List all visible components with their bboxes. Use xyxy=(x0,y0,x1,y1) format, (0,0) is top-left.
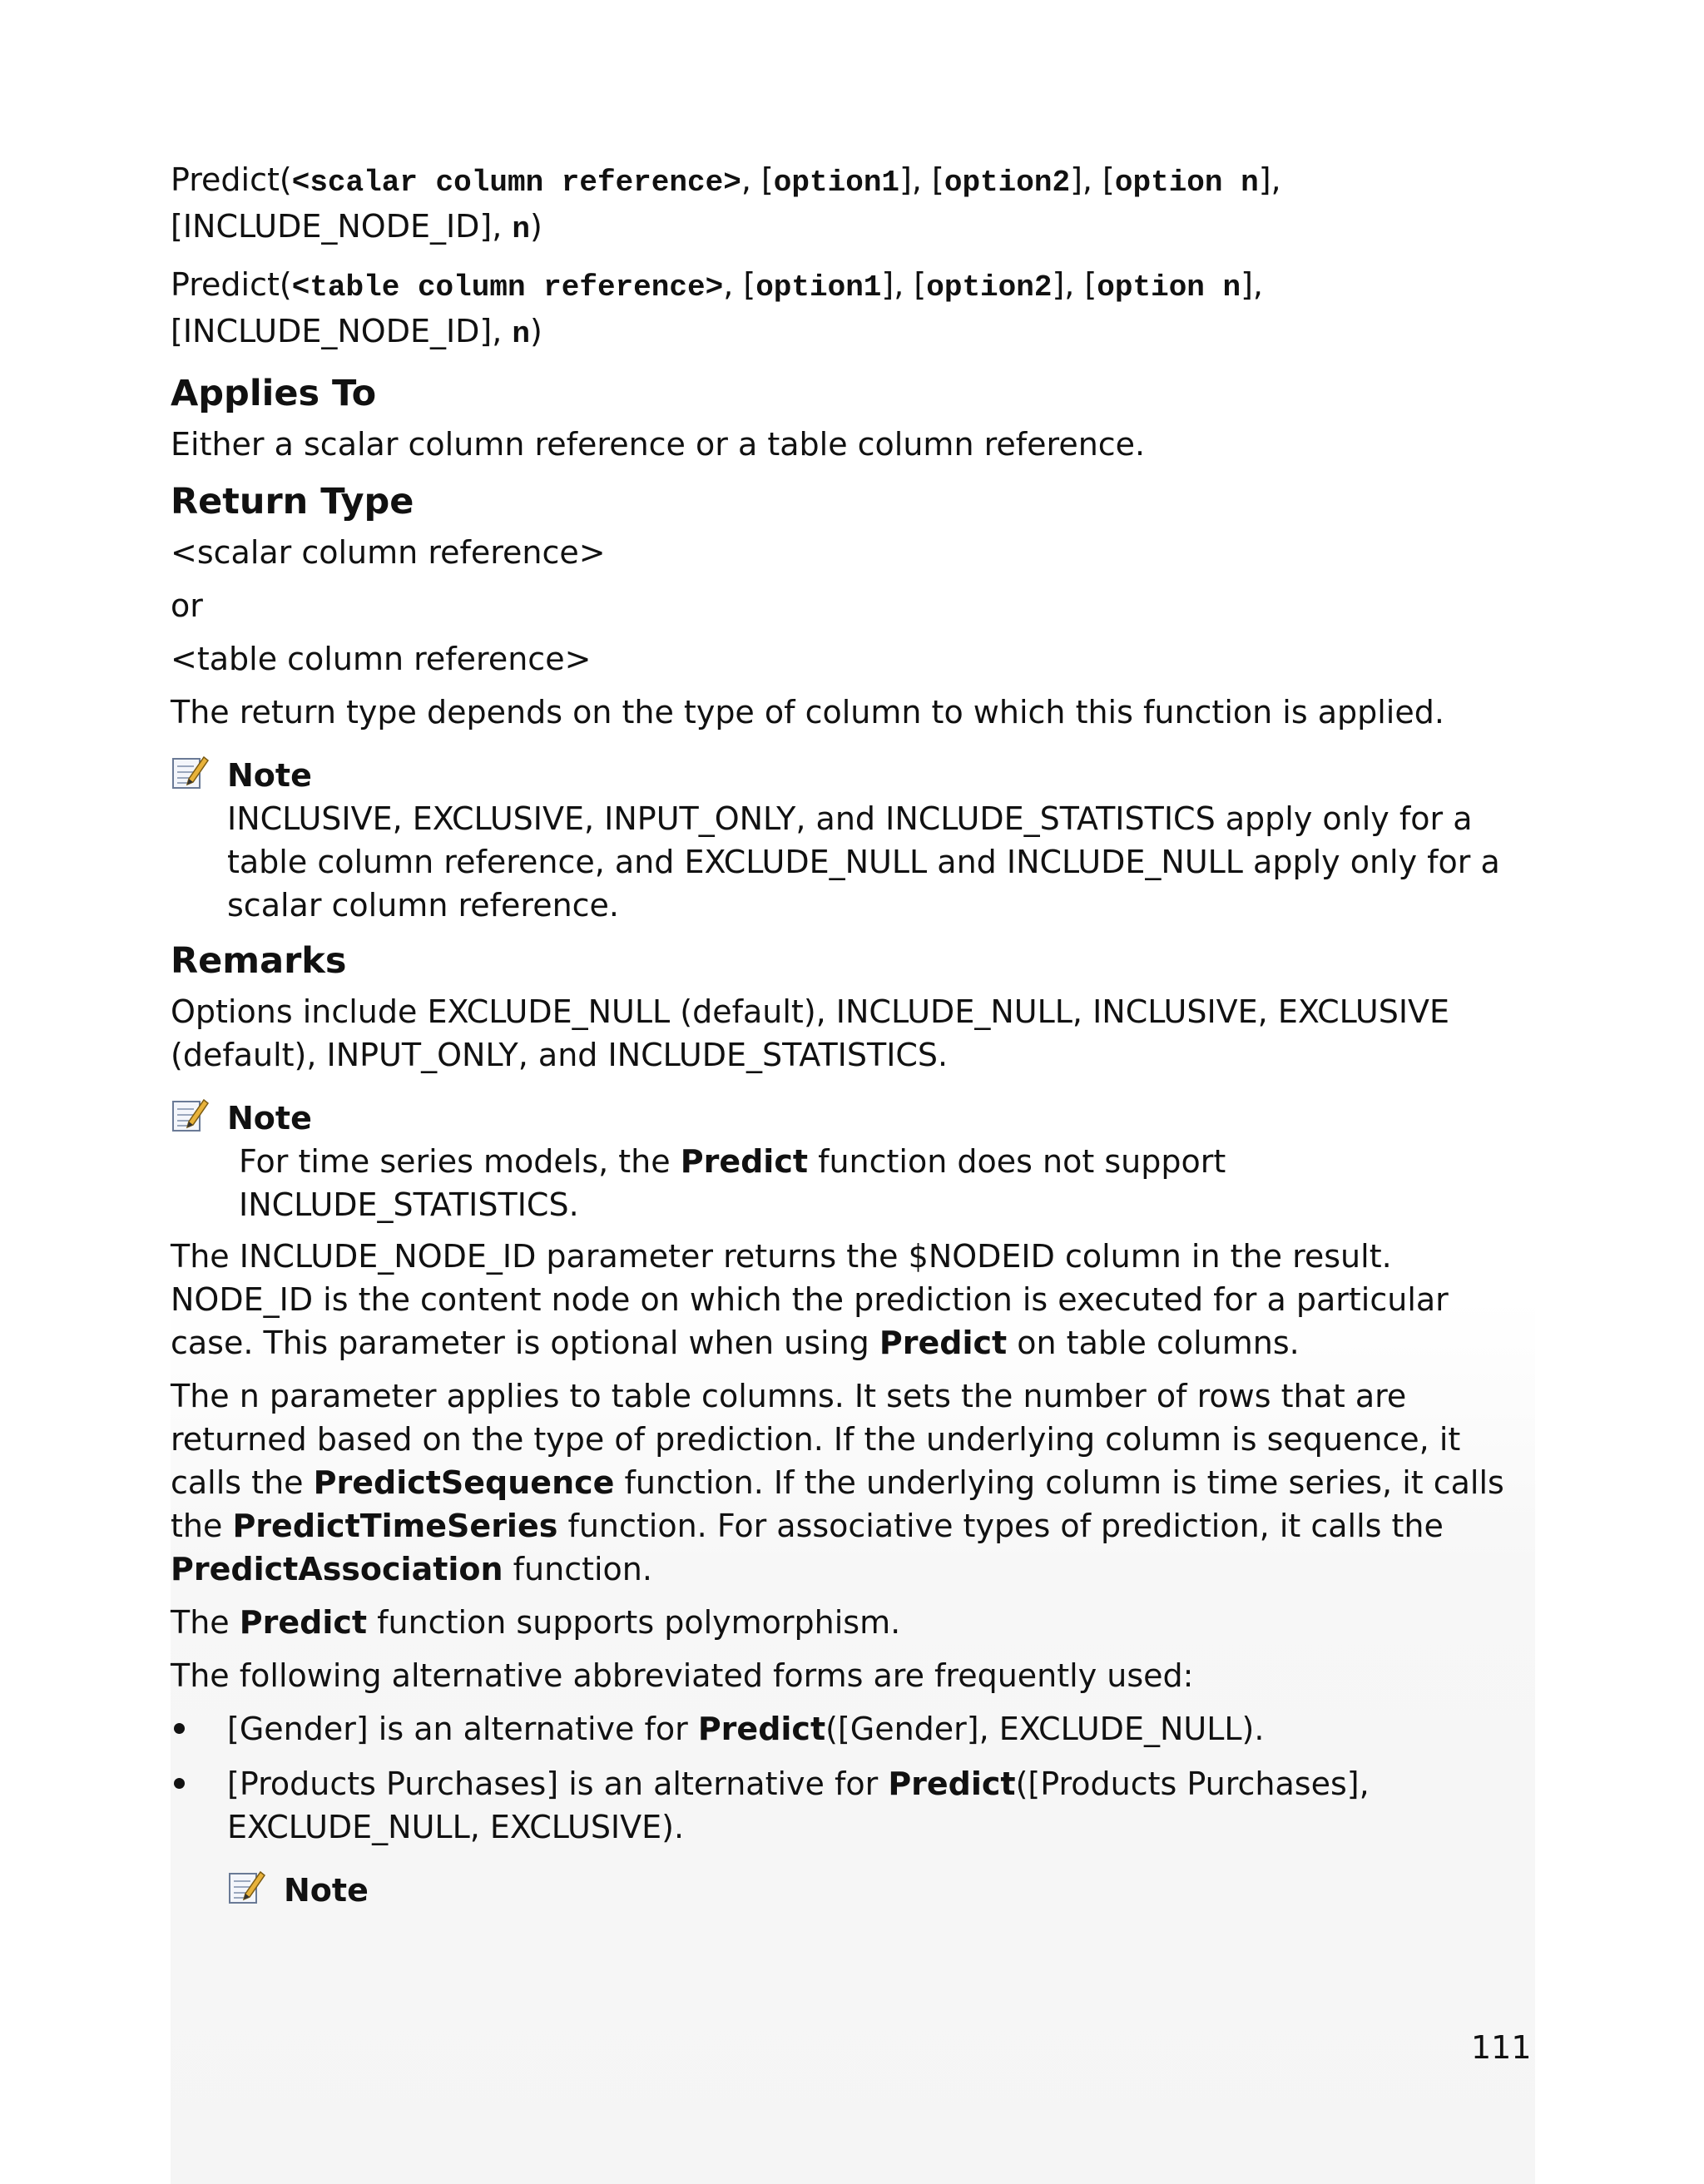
list-item-text: ([Gender], EXCLUDE_NULL). xyxy=(825,1711,1265,1747)
list-item-text: [Products Purchases] is an alternative for xyxy=(227,1766,889,1802)
bullet-icon xyxy=(174,1723,185,1734)
list-item-text: ([Products Purchases], EXCLUDE_NULL, EXCLUSIVE). xyxy=(227,1766,1370,1845)
return-type-table: <table column reference> xyxy=(171,641,592,677)
bullet-icon xyxy=(174,1778,185,1789)
predict-association-keyword: PredictAssociation xyxy=(171,1551,503,1587)
syntax-arg: <table column reference> xyxy=(291,270,724,305)
remarks-heading: Remarks xyxy=(171,940,347,982)
note-trailing xyxy=(227,1869,1535,1912)
paragraph-text: function. If the underlying column is time series, it calls the xyxy=(171,1464,1504,1544)
paragraph-text: The n parameter applies to table columns. It sets the number of rows that are returned based on the type of prediction. If the underlying column is sequence, it calls the xyxy=(171,1378,1461,1501)
syntax-option1: option1 xyxy=(755,270,882,305)
note-title: Note xyxy=(227,1100,312,1137)
note-inclusive xyxy=(171,754,1535,927)
syntax-sep: ], [ xyxy=(899,161,944,198)
return-type-or: or xyxy=(171,587,203,624)
note-pencil-icon xyxy=(227,1869,265,1905)
note-body xyxy=(227,1140,1535,1226)
paragraph-text: function supports polymorphism. xyxy=(367,1604,901,1641)
syntax-sep: ], xyxy=(1258,161,1281,198)
return-type-text: The return type depends on the type of column to which this function is applied. xyxy=(171,694,1444,730)
syntax-sep: , [ xyxy=(741,161,774,198)
predict-keyword: Predict xyxy=(888,1766,1016,1802)
predict-keyword: Predict xyxy=(680,1143,809,1180)
syntax-fn: Predict( xyxy=(171,266,292,303)
remarks-text: Options include EXCLUDE_NULL (default), INCLUDE_NULL, INCLUSIVE, EXCLUSIVE (default), INPUT_ONLY, and INCLUDE_STATISTICS. xyxy=(171,993,1450,1073)
note-text: For time series models, the xyxy=(239,1143,681,1180)
n-parameter-paragraph xyxy=(171,1374,1535,1591)
page-content xyxy=(171,158,1535,1912)
page-number: 111 xyxy=(1471,2029,1532,2066)
paragraph-text: function. For associative types of prediction, it calls the xyxy=(557,1508,1444,1544)
syntax-arg: <scalar column reference> xyxy=(291,166,741,200)
applies-to-text: Either a scalar column reference or a table column reference. xyxy=(171,426,1146,463)
syntax-option2: option2 xyxy=(926,270,1053,305)
alternative-forms-paragraph: The following alternative abbreviated forms are frequently used: xyxy=(171,1657,1194,1694)
note-time-series xyxy=(171,1097,1535,1226)
note-title: Note xyxy=(227,757,312,794)
paragraph-text: The xyxy=(171,1604,240,1641)
paragraph-text: on table columns. xyxy=(1007,1325,1300,1361)
note-text: function does not support INCLUDE_STATISTICS. xyxy=(239,1143,1226,1223)
document-page xyxy=(171,158,1535,1920)
syntax-scalar xyxy=(171,158,1535,251)
syntax-sep: ], [ xyxy=(1052,266,1097,303)
predict-keyword: Predict xyxy=(879,1325,1008,1361)
syntax-option-n: option n xyxy=(1097,270,1241,305)
syntax-option2: option2 xyxy=(944,166,1071,200)
syntax-sep: , [ xyxy=(723,266,756,303)
return-type-heading: Return Type xyxy=(171,481,414,522)
note-pencil-icon xyxy=(171,1097,209,1133)
syntax-sep: ], [ xyxy=(1070,161,1115,198)
syntax-n: n xyxy=(512,317,531,351)
node-id-paragraph xyxy=(171,1235,1535,1364)
note-title: Note xyxy=(284,1872,369,1909)
predict-sequence-keyword: PredictSequence xyxy=(313,1464,615,1501)
syntax-include-node-id: [INCLUDE_NODE_ID], xyxy=(171,313,513,349)
note-pencil-icon xyxy=(171,754,209,790)
note-body: INCLUSIVE, EXCLUSIVE, INPUT_ONLY, and INCLUDE_STATISTICS apply only for a table column reference, and EXCLUDE_NULL and INCLUDE_NULL apply only for a scalar column reference. xyxy=(227,800,1500,924)
predict-keyword: Predict xyxy=(697,1711,826,1747)
syntax-n: n xyxy=(512,212,531,246)
alternative-forms-list xyxy=(171,1707,1535,1849)
syntax-close: ) xyxy=(530,313,542,349)
syntax-option-n: option n xyxy=(1114,166,1259,200)
list-item xyxy=(171,1707,1535,1751)
list-item xyxy=(171,1762,1535,1849)
return-type-scalar: <scalar column reference> xyxy=(171,534,606,571)
syntax-close: ) xyxy=(530,208,542,245)
syntax-include-node-id: [INCLUDE_NODE_ID], xyxy=(171,208,513,245)
predict-time-series-keyword: PredictTimeSeries xyxy=(232,1508,558,1544)
paragraph-text: function. xyxy=(503,1551,652,1587)
polymorphism-paragraph xyxy=(171,1601,1535,1644)
syntax-option1: option1 xyxy=(773,166,900,200)
list-item-text: [Gender] is an alternative for xyxy=(227,1711,698,1747)
paragraph-text: The INCLUDE_NODE_ID parameter returns the $NODEID column in the result. NODE_ID is the content node on which the prediction is executed for a particular case. This parameter is optional when using xyxy=(171,1238,1449,1361)
syntax-table xyxy=(171,263,1535,356)
syntax-sep: ], xyxy=(1241,266,1264,303)
syntax-sep: ], [ xyxy=(881,266,927,303)
applies-to-heading: Applies To xyxy=(171,373,377,414)
syntax-fn: Predict( xyxy=(171,161,292,198)
predict-keyword: Predict xyxy=(239,1604,368,1641)
